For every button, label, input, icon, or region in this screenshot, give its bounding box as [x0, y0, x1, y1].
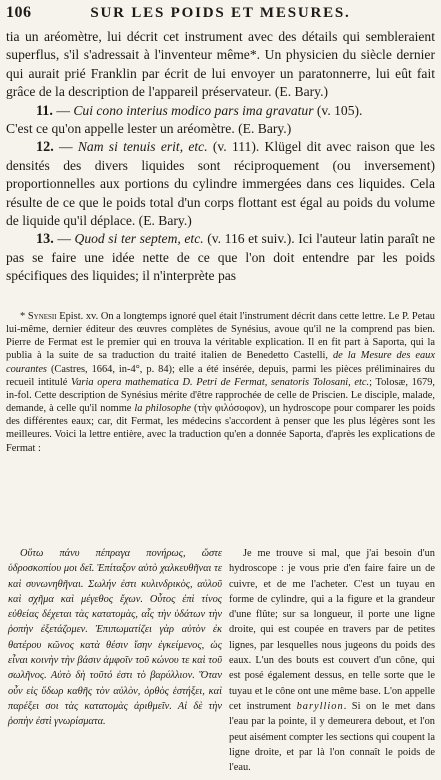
note-11-text: C'est ce qu'on appelle lester un aréomètre. (E. Bary.) [6, 121, 292, 137]
french-column [229, 546, 435, 775]
footnote-marker: * [20, 311, 28, 322]
note-13 [6, 230, 435, 285]
note-13-quote: Quod si ter septem, etc. [74, 231, 204, 247]
note-11 [6, 102, 435, 139]
note-13-dash: — [53, 231, 75, 247]
note-12-text: (v. 111). Klügel dit avec raison que les densités des divers liquides sont réciproquement (ou inversement) proportionnelles aux portions du cylindre immergées dans ces liquides. Cela résulte de ce que le poids total d'un corps flottant est égal au poids du volume de liquide qu'il déplace. (E. Bary.) [6, 139, 435, 229]
footnote-title-1: de la Mesure des eaux courantes [6, 350, 435, 375]
french-text [229, 546, 435, 775]
french-text-1: Je me trouve si mal, que j'ai besoin d'un hydroscope : je vous prie d'en faire faire un de cuivre, et de me l'acheter. C'est un tuyau en forme de cylindre, qui a la figure et la grandeur d'une flûte; sur sa longueur, il porte une ligne droite, qui est coupée en travers par de petites lignes, par lesquelles nous jugeons du poids des eaux. L'un des bouts est couvert d'un cône, qui est posé également dessus, en telle sorte que le tuyau et le cône ont une même base. L'on appelle cet instrument [229, 548, 435, 712]
french-text-2: . Si on le met dans l'eau par la pointe, il y demeurera debout, et l'on peut aisément compter les sections qui coupent la ligne droite, et par là l'on connaît le poids de l'eau. [229, 700, 435, 774]
note-13-text: (v. 116 et suiv.). Ici l'auteur latin paraît ne pas se faire une idée nette de ce que l'on doit entendre par les poids spécifiques des liquides; il n'interprète pas [6, 231, 436, 284]
footnote-author: Synesii [27, 311, 57, 322]
note-12-dash: — [53, 139, 78, 155]
note-11-number: 11. [36, 102, 53, 119]
note-12-number: 12. [36, 139, 54, 156]
footnote-text-4: , un hydroscope pour comparer les poids des différentes eaux; car, dit Fermat, les médecins s'accordent à penser que les plus légères sont les meilleures. Voici la lettre entière, avec la traduction qu'en a donnée Saporta, d'après les explications de Fermat : [6, 403, 436, 454]
greek-column [8, 546, 222, 730]
footnote-text-1: Epist. xv. On a longtemps ignoré quel était l'instrument décrit dans cette lettre. Le P. Petau lui-même, dernier éditeur des œuvres complètes de Synésius, avoue qu'il ne la comprend pas bien. Pierre de Fermat est le premier qui en trouva la véritable explication. Il en fit part à Saporta, qui la publia à la suite de sa traduction du traité italien de Benedetto Castelli, [6, 311, 435, 362]
note-12 [6, 138, 435, 230]
page-header [6, 4, 435, 26]
footnote-text-2: (Castres, 1664, in-4°, p. 84); elle a été insérée, depuis, parmi les pièces préliminaires du recueil intitulé [6, 363, 435, 388]
footnote [6, 310, 435, 455]
note-11-ref: (v. 105). [313, 102, 363, 118]
note-13-number: 13. [36, 231, 54, 248]
paragraph-continuation: tia un aréomètre, lui décrit cet instrument avec des détails qui sembleraient superflus, s'il s'adressait à l'inventeur même*. Un physicien du siècle dernier qui aurait prié Franklin par écrit de lui envoyer un paratonnerre, lui eût fait grâce de la description de l'appareil préservateur. (E. Bary.) [6, 29, 435, 100]
main-text [6, 28, 435, 286]
footnote-title-3: la philosophe [134, 403, 192, 415]
french-italic-word: baryllion [296, 700, 344, 712]
footnote-title-2: Varia opera mathematica D. Petri de Fermat, senatoris Tolosani, etc. [71, 376, 370, 388]
greek-text: Οὕτω πάνυ πέπραγα πονήρως, ὥστε ὑδροσκοπίου μοι δεῖ. Ἐπίταξον αὐτὸ χαλκευθῆναι τε καὶ συνωνηθῆναι. Σωλήν ἐστι κυλινδρικὸς, αὐλοῦ καὶ σχῆμα καὶ μέγεθος ἔχων. Οὗτος ἐπὶ τίνος εὐθείας δέχεται τὰς κατατομὰς, αἷς τὴν ὑδάτων τὴν ῥοπὴν ἐξετάζομεν. Ἐπιπωματίζει γὰρ αὐτὸν ἐκ θατέρου κῶνος κατὰ θέσιν ἴσην ἐγκείμενος, ὡς εἶναι κοινὴν τὴν βάσιν ἀμφοῖν τοῦ κώνου τε καὶ τοῦ σωλῆνος. Αὐτὸ δὴ τοῦτό ἐστι τὸ βαρύλλιον. Ὅταν οὖν εἰς ὕδωρ καθῆς τὸν αὐλὸν, ὀρθὸς ἑστήξει, καὶ παρέξει σοι τὰς κατατομὰς ἀριθμεῖν. Αἱ δὲ τὴν ῥοπὴν ἐστὶ γνωρίσματα. [8, 548, 222, 728]
footnote-text-3: ; Tolosæ, 1679, in-fol. Cette description de Synésius mérite d'être rapprochée de celle de Priscien. Le disciple, malade, demande, à celle qu'il nomme [6, 376, 435, 415]
note-11-quote: Cui cono interius modico pars ima gravatur [73, 102, 314, 118]
page-number: 106 [6, 4, 32, 21]
footnote-greek-inline: (τὴν φιλόσοφον) [194, 403, 264, 415]
note-12-quote: Nam si tenuis erit, etc. [77, 139, 208, 155]
footnote-paragraph [6, 310, 435, 455]
running-title: SUR LES POIDS ET MESURES. [90, 5, 351, 21]
note-11-dash: — [52, 102, 74, 118]
